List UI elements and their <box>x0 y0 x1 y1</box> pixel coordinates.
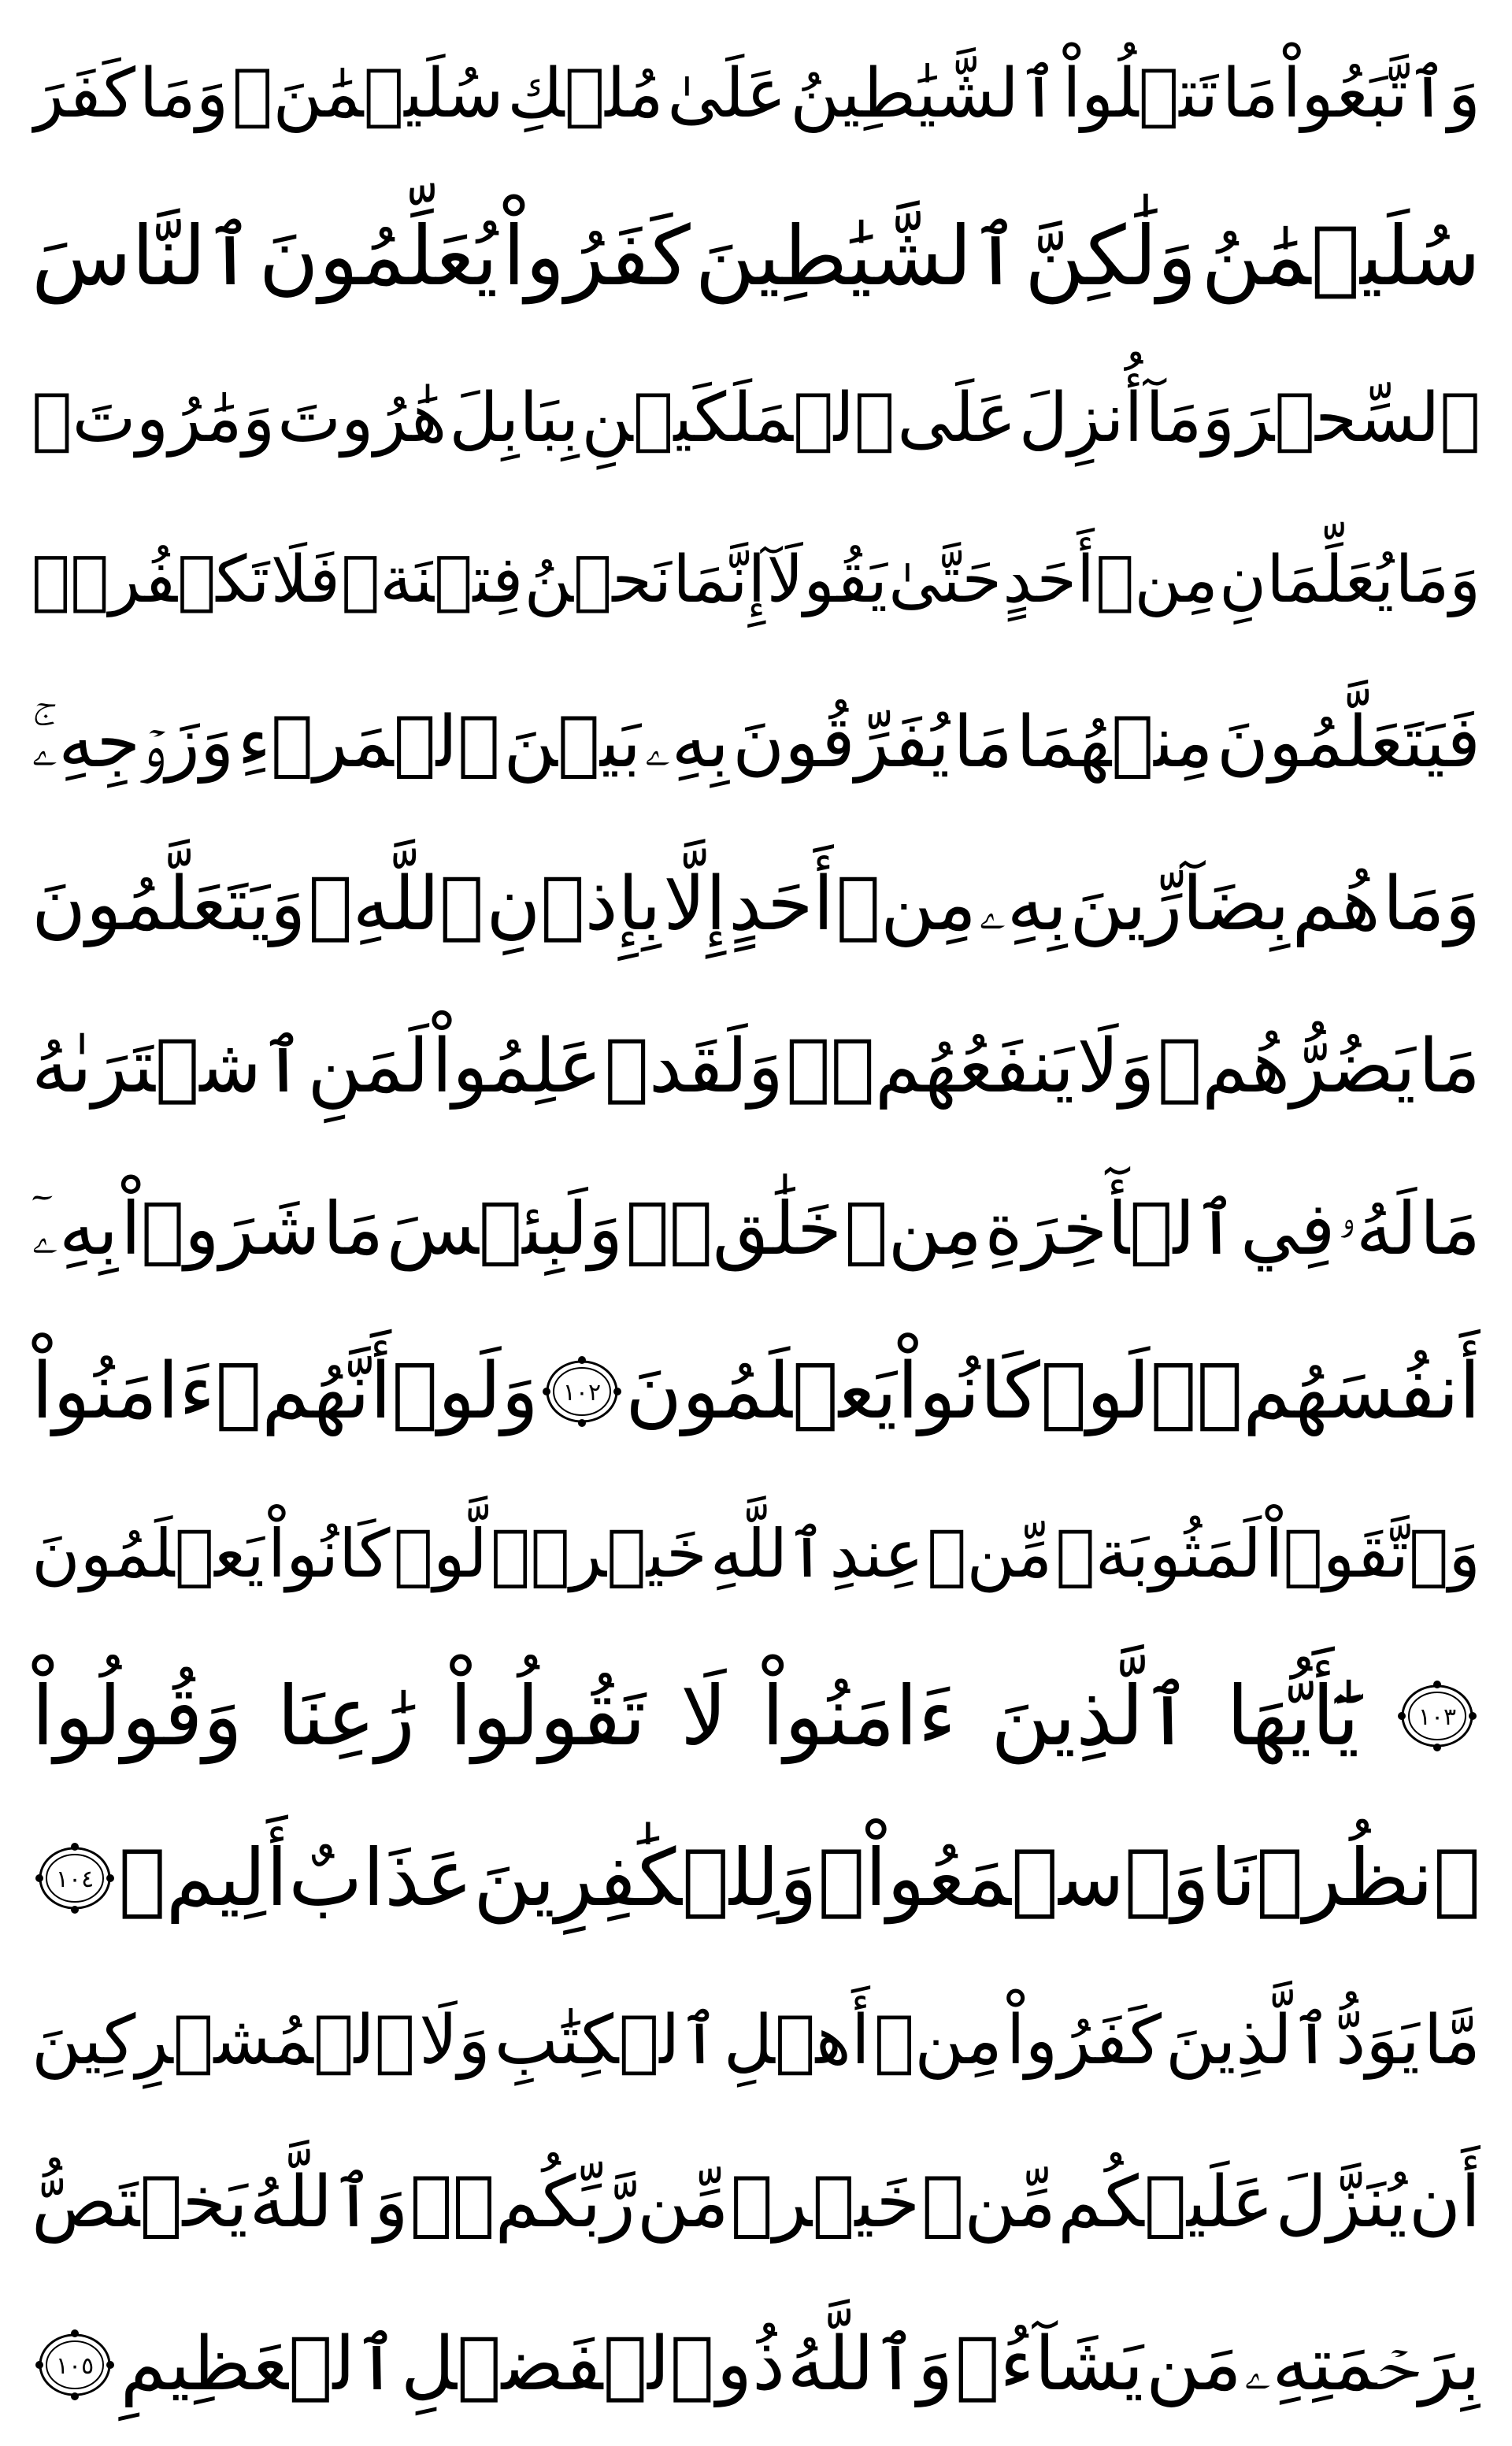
quran-word: كَفَرُواْ <box>1006 2001 1162 2080</box>
quran-word: يَشَآءُۚ <box>955 2322 1144 2407</box>
quran-word: يَخۡتَصُّ <box>32 2161 248 2244</box>
quran-word: حَتَّىٰ <box>888 543 1002 617</box>
quran-word: كَانُواْ <box>897 1347 1040 1436</box>
quran-word: مِنۡ <box>873 2001 1002 2080</box>
quran-word: مِنۡ <box>844 1187 982 1271</box>
quran-word: لَمَثُوبَةٞ <box>1055 1515 1262 1592</box>
ayah-end-marker <box>1394 1677 1480 1755</box>
quran-word: عِندِ <box>829 1515 924 1592</box>
quran-word: كَفَرُواْ <box>502 208 691 304</box>
text-line <box>32 2122 1480 2284</box>
quran-word: فَلَا <box>270 543 340 617</box>
quran-word: مَا <box>953 701 1013 784</box>
quran-word: ٱللَّهِ <box>710 1515 827 1592</box>
quran-word: وَزَوۡجِهِۦۚ <box>32 701 235 784</box>
ayah-number: ١٠٢ <box>562 1379 602 1406</box>
quran-word: وَمَٰرُوتَۚ <box>32 379 276 458</box>
quran-word: ٱلَّذِينَ <box>991 1668 1192 1764</box>
quran-word: بِهِۦ <box>644 701 729 784</box>
quran-word: مَا <box>322 1187 384 1271</box>
quran-word: إِلَّا <box>663 862 727 947</box>
quran-word: بِبَابِلَ <box>449 379 580 458</box>
quran-word: بِإِذۡنِ <box>486 862 662 947</box>
quran-word: ٱللَّهِۚ <box>308 862 484 947</box>
quran-word: ٱلشَّيَٰطِينَ <box>695 208 1021 304</box>
quran-word: لَّوۡ <box>393 1515 487 1592</box>
quran-word: عَلَىٰ <box>667 54 787 133</box>
quran-word: يَٰٓأَيُّهَا <box>1226 1668 1360 1764</box>
quran-word: أَن <box>1408 2161 1480 2244</box>
quran-word: ٱلۡكِتَٰبِ <box>494 2001 720 2080</box>
quran-word: ذُو <box>716 2322 785 2407</box>
quran-word: وَلَوۡ <box>391 1347 539 1436</box>
quran-word: وَمَآ <box>1145 379 1236 458</box>
ayah-number: ١٠٤ <box>55 1866 94 1893</box>
text-line <box>32 662 1480 824</box>
quran-word: ٱنظُرۡنَا <box>1210 1832 1480 1924</box>
quran-word: مَا <box>1221 54 1279 133</box>
quran-word: تَقُولُواْ <box>449 1668 647 1764</box>
quran-word: وَيَتَعَلَّمُونَ <box>32 862 306 947</box>
quran-word: بِضَآرِّينَ <box>1069 862 1290 947</box>
quran-word: أَحَدٍ <box>1002 543 1095 617</box>
ayah-number: ١٠٥ <box>55 2352 94 2380</box>
quran-word: لَمَنِ <box>307 1024 429 1110</box>
text-line <box>32 1473 1480 1635</box>
ayah-end-marker <box>32 1839 118 1918</box>
quran-word: وَمَا <box>139 54 229 133</box>
quran-word: يُفَرِّقُونَ <box>732 701 951 784</box>
quran-word: مُلۡكِ <box>507 54 664 133</box>
quran-word: وَلَبِئۡسَ <box>386 1187 624 1271</box>
quran-word: نَحۡنُ <box>524 543 672 617</box>
quran-word: ٱلسِّحۡرَ <box>1236 379 1480 458</box>
quran-word: أَنفُسَهُمۡۚ <box>1150 1347 1480 1436</box>
quran-word: يُعَلِّمُونَ <box>258 208 498 304</box>
quran-word: ٱلنَّاسَ <box>32 208 254 304</box>
text-line <box>32 1148 1480 1310</box>
quran-word: ٱشۡتَرَىٰهُ <box>32 1024 306 1110</box>
quran-word: عَلِمُواْ <box>432 1024 602 1110</box>
quran-word: لَا <box>680 1668 728 1764</box>
quran-word: سُلَيۡمَٰنُ <box>1201 208 1480 304</box>
quran-word: وَلَٰكِنَّ <box>1025 208 1197 304</box>
text-line <box>32 1797 1480 1959</box>
quran-word: وَلَا <box>419 2001 491 2080</box>
quran-word: مَا <box>1419 1187 1480 1271</box>
quran-word: خَيۡرٖ <box>730 2161 921 2244</box>
quran-word: إِنَّمَا <box>673 543 766 617</box>
quran-word: مِنۡ <box>1095 543 1218 617</box>
quran-word: يَعۡلَمُونَ <box>32 1515 265 1592</box>
quran-word: خَيۡرٞۖ <box>490 1515 707 1592</box>
quran-word: ٱلۡأٓخِرَةِ <box>984 1187 1238 1271</box>
quran-word: هَٰرُوتَ <box>277 379 447 458</box>
quran-word: بَيۡنَ <box>503 701 642 784</box>
quran-word: رَّبِّكُمۡۚ <box>410 2161 636 2244</box>
quran-word: مِنۡهُمَا <box>1016 701 1214 784</box>
quran-word: وَٱللَّهُ <box>249 2161 409 2244</box>
text-line <box>32 175 1480 337</box>
quran-word: سُلَيۡمَٰنَۖ <box>232 54 504 133</box>
quran-word: فِي <box>1240 1187 1336 1271</box>
ayah-end-marker <box>539 1352 625 1431</box>
quran-word: وَٱتَّقَوۡاْ <box>1265 1515 1480 1592</box>
text-line <box>32 499 1480 662</box>
quran-word: ٱلَّذِينَ <box>1166 2001 1332 2080</box>
quran-word: أَحَدٍ <box>728 862 834 947</box>
quran-word: ٱلۡعَظِيمِ <box>120 2322 399 2407</box>
quran-word: ءَامَنُواْ <box>761 1668 957 1764</box>
ayah-number: ١٠٣ <box>1418 1703 1457 1731</box>
quran-word: وَٱللَّهُ <box>787 2322 954 2407</box>
quran-word: وَقُولُواْ <box>32 1668 243 1764</box>
quran-word: وَلَا <box>1077 1024 1155 1110</box>
quran-word: أُنزِلَ <box>1018 379 1143 458</box>
quran-word: مِّن <box>636 2161 729 2244</box>
quran-word: مَّا <box>1423 2001 1480 2080</box>
quran-word: وَمَا <box>1382 862 1480 947</box>
text-line <box>32 13 1480 175</box>
quran-word: ٱلۡمَلَكَيۡنِ <box>581 379 895 458</box>
quran-word: فِتۡنَةٞ <box>341 543 524 617</box>
text-line <box>32 1310 1480 1473</box>
quran-word: يَعۡلَمُونَ <box>625 1347 898 1436</box>
quran-word: تَتۡلُواْ <box>1062 54 1219 133</box>
quran-word: وَٱسۡمَعُواْۗ <box>817 1832 1210 1924</box>
quran-word: عَلَيۡكُم <box>1058 2161 1274 2244</box>
quran-word: فَيَتَعَلَّمُونَ <box>1216 701 1480 784</box>
quran-word: عَذَابٌ <box>288 1832 473 1924</box>
quran-word: ٱلشَّيَٰطِينُ <box>790 54 1059 133</box>
text-line <box>32 1635 1480 1797</box>
quran-word: وَمَا <box>1395 543 1480 617</box>
quran-word: يُنَزَّلَ <box>1275 2161 1407 2244</box>
quran-word: يَنفَعُهُمۡۚ <box>786 1024 1075 1110</box>
text-line <box>32 337 1480 499</box>
quran-word: مِّنۡ <box>921 2161 1056 2244</box>
quran-word: بِرَحۡمَتِهِۦ <box>1243 2322 1480 2407</box>
quran-word: يَقُولَآ <box>766 543 888 617</box>
quran-word: يُعَلِّمَانِ <box>1219 543 1395 617</box>
quran-word: لَوۡ <box>1040 1347 1151 1436</box>
quran-word: يَوَدُّ <box>1336 2001 1420 2080</box>
quran-word: كَفَرَ <box>32 54 136 133</box>
quran-word: ٱلۡمَرۡءِ <box>237 701 501 784</box>
quran-word: مَن <box>1145 2322 1242 2407</box>
quran-word: يَضُرُّهُمۡ <box>1157 1024 1416 1110</box>
quran-word: أَهۡلِ <box>723 2001 870 2080</box>
quran-word: خَلَٰقٖۚ <box>625 1187 842 1271</box>
text-line <box>32 1959 1480 2122</box>
ayah-end-marker <box>32 2326 118 2404</box>
text-line <box>32 986 1480 1148</box>
quran-word: شَرَوۡاْ <box>120 1187 321 1271</box>
text-line <box>32 824 1480 986</box>
quran-word: وَلَقَدۡ <box>604 1024 784 1110</box>
quran-word: أَنَّهُمۡ <box>215 1347 392 1436</box>
quran-word: لَهُۥ <box>1337 1187 1418 1271</box>
quran-word: وَٱتَّبَعُواْ <box>1282 54 1480 133</box>
quran-word: ٱلۡفَضۡلِ <box>400 2322 715 2407</box>
quran-word: بِهِۦ <box>978 862 1068 947</box>
quran-word: مَا <box>1418 1024 1480 1110</box>
quran-word: عَلَى <box>897 379 1017 458</box>
quran-word: مِّنۡ <box>926 1515 1053 1592</box>
quran-word: أَلِيمٞ <box>118 1832 288 1924</box>
quran-word: ٱلۡمُشۡرِكِينَ <box>32 2001 416 2080</box>
quran-word: مِنۡ <box>836 862 976 947</box>
text-line <box>32 2284 1480 2446</box>
quran-word: هُم <box>1292 862 1380 947</box>
quran-word: بِهِۦٓ <box>32 1187 118 1271</box>
quran-word: رَٰعِنَا <box>276 1668 416 1764</box>
quran-word: كَانُواْ <box>267 1515 391 1592</box>
quran-word: تَكۡفُرۡۖ <box>32 543 270 617</box>
quran-word: وَلِلۡكَٰفِرِينَ <box>472 1832 817 1924</box>
quran-word: ءَامَنُواْ <box>32 1347 216 1436</box>
